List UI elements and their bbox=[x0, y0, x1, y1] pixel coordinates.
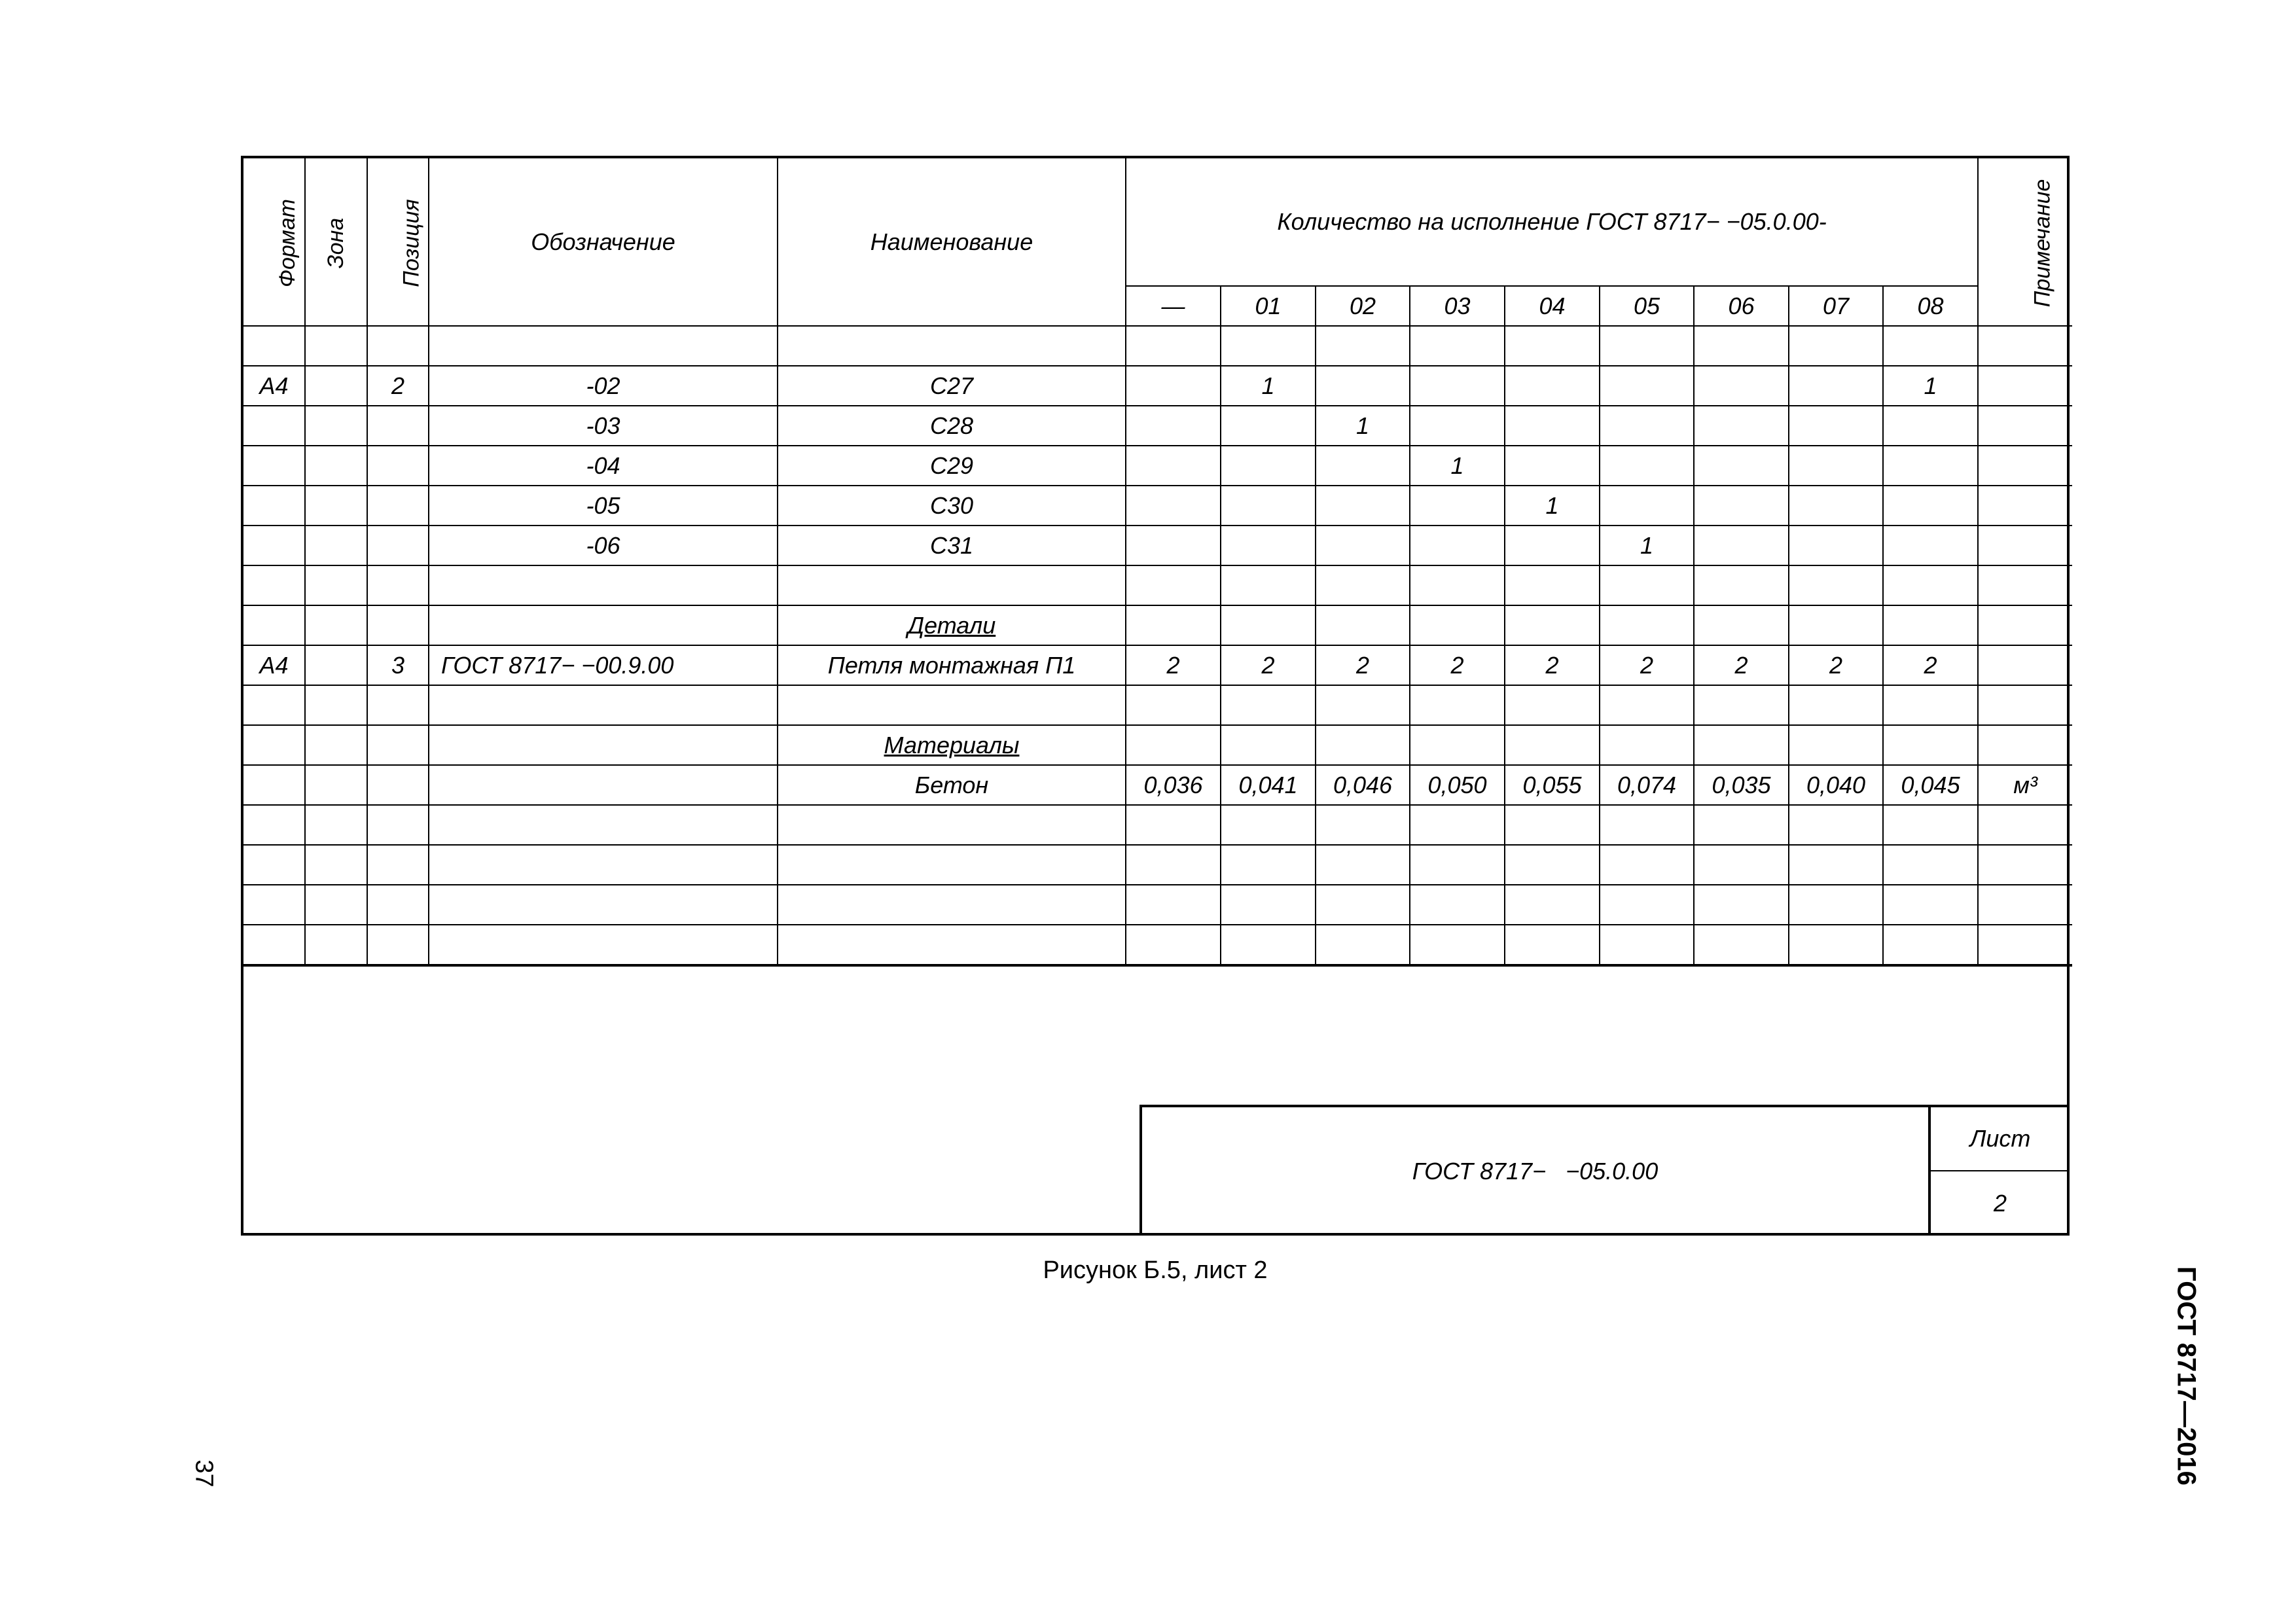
cell-quantity bbox=[1694, 446, 1789, 486]
cell-quantity bbox=[1316, 725, 1410, 765]
cell-quantity bbox=[1410, 526, 1505, 565]
cell-zone bbox=[305, 845, 367, 885]
table-row bbox=[243, 805, 2072, 845]
cell-designation bbox=[429, 565, 778, 605]
cell-note bbox=[1978, 486, 2072, 526]
cell-zone bbox=[305, 486, 367, 526]
cell-quantity: 0,036 bbox=[1126, 765, 1221, 805]
table-row bbox=[243, 845, 2072, 885]
cell-quantity bbox=[1410, 366, 1505, 406]
cell-quantity bbox=[1883, 446, 1978, 486]
cell-quantity bbox=[1694, 326, 1789, 366]
specification-sheet bbox=[241, 156, 2070, 1236]
cell-name: С29 bbox=[778, 446, 1126, 486]
cell-quantity bbox=[1789, 725, 1883, 765]
cell-quantity bbox=[1221, 805, 1316, 845]
cell-quantity bbox=[1694, 805, 1789, 845]
cell-quantity bbox=[1883, 565, 1978, 605]
header-variant: 08 bbox=[1883, 286, 1978, 326]
cell-name bbox=[778, 605, 1126, 645]
cell-quantity bbox=[1221, 925, 1316, 965]
table-row bbox=[243, 326, 2072, 366]
cell-designation bbox=[429, 685, 778, 725]
cell-note bbox=[1978, 805, 2072, 845]
cell-name bbox=[778, 685, 1126, 725]
cell-quantity bbox=[1221, 446, 1316, 486]
cell-quantity bbox=[1505, 526, 1600, 565]
cell-quantity: 2 bbox=[1883, 645, 1978, 685]
header-variant: 07 bbox=[1789, 286, 1883, 326]
cell-quantity bbox=[1316, 326, 1410, 366]
cell-name bbox=[778, 565, 1126, 605]
cell-quantity bbox=[1126, 725, 1221, 765]
cell-zone bbox=[305, 366, 367, 406]
cell-quantity bbox=[1789, 685, 1883, 725]
cell-note bbox=[1978, 406, 2072, 446]
cell-zone bbox=[305, 406, 367, 446]
cell-quantity: 0,035 bbox=[1694, 765, 1789, 805]
cell-quantity bbox=[1883, 685, 1978, 725]
cell-quantity bbox=[1505, 885, 1600, 925]
cell-quantity bbox=[1694, 885, 1789, 925]
cell-position bbox=[367, 685, 429, 725]
cell-quantity bbox=[1410, 805, 1505, 845]
title-block bbox=[1139, 1105, 2070, 1236]
cell-quantity bbox=[1221, 685, 1316, 725]
cell-quantity bbox=[1789, 605, 1883, 645]
cell-position bbox=[367, 406, 429, 446]
cell-quantity bbox=[1694, 366, 1789, 406]
cell-quantity bbox=[1316, 526, 1410, 565]
cell-quantity bbox=[1126, 605, 1221, 645]
cell-quantity bbox=[1410, 406, 1505, 446]
cell-zone bbox=[305, 805, 367, 845]
cell-position bbox=[367, 925, 429, 965]
cell-quantity: 1 bbox=[1600, 526, 1694, 565]
cell-quantity: 0,040 bbox=[1789, 765, 1883, 805]
cell-quantity bbox=[1600, 446, 1694, 486]
section-heading: Материалы bbox=[884, 731, 1020, 758]
header-variant: — bbox=[1126, 286, 1221, 326]
cell-quantity bbox=[1694, 565, 1789, 605]
cell-designation bbox=[429, 885, 778, 925]
table-row bbox=[243, 765, 2072, 805]
cell-quantity bbox=[1505, 366, 1600, 406]
cell-quantity bbox=[1126, 845, 1221, 885]
cell-format bbox=[243, 725, 305, 765]
cell-quantity bbox=[1221, 486, 1316, 526]
table-row bbox=[243, 685, 2072, 725]
header-position: Позиция bbox=[367, 158, 429, 326]
cell-position bbox=[367, 486, 429, 526]
header-variant: 03 bbox=[1410, 286, 1505, 326]
cell-quantity: 1 bbox=[1410, 446, 1505, 486]
table-row bbox=[243, 645, 2072, 685]
cell-quantity bbox=[1883, 845, 1978, 885]
sheet-label: Лист bbox=[1931, 1107, 2070, 1171]
cell-quantity bbox=[1410, 486, 1505, 526]
cell-quantity bbox=[1789, 366, 1883, 406]
cell-note bbox=[1978, 685, 2072, 725]
cell-note bbox=[1978, 526, 2072, 565]
document-side-title: ГОСТ 8717—2016 bbox=[2172, 1266, 2201, 1486]
cell-quantity bbox=[1600, 565, 1694, 605]
cell-designation: -04 bbox=[429, 446, 778, 486]
cell-designation: -02 bbox=[429, 366, 778, 406]
cell-note bbox=[1978, 605, 2072, 645]
table-row bbox=[243, 446, 2072, 486]
cell-name: Бетон bbox=[778, 765, 1126, 805]
cell-designation bbox=[429, 925, 778, 965]
header-designation: Обозначение bbox=[429, 158, 778, 326]
cell-quantity bbox=[1316, 925, 1410, 965]
cell-quantity bbox=[1316, 845, 1410, 885]
table-row bbox=[243, 925, 2072, 965]
cell-quantity bbox=[1883, 925, 1978, 965]
cell-quantity bbox=[1883, 725, 1978, 765]
cell-quantity bbox=[1789, 406, 1883, 446]
cell-name bbox=[778, 885, 1126, 925]
cell-quantity bbox=[1505, 925, 1600, 965]
cell-zone bbox=[305, 446, 367, 486]
cell-quantity bbox=[1505, 406, 1600, 446]
cell-quantity bbox=[1126, 685, 1221, 725]
cell-designation bbox=[429, 326, 778, 366]
cell-quantity bbox=[1221, 845, 1316, 885]
header-variant: 05 bbox=[1600, 286, 1694, 326]
cell-quantity bbox=[1410, 685, 1505, 725]
header-variant: 01 bbox=[1221, 286, 1316, 326]
cell-quantity bbox=[1410, 605, 1505, 645]
cell-quantity bbox=[1600, 366, 1694, 406]
cell-quantity bbox=[1789, 885, 1883, 925]
table-row bbox=[243, 366, 2072, 406]
cell-quantity bbox=[1505, 805, 1600, 845]
cell-position bbox=[367, 805, 429, 845]
cell-quantity bbox=[1316, 446, 1410, 486]
cell-position: 2 bbox=[367, 366, 429, 406]
cell-quantity bbox=[1694, 526, 1789, 565]
cell-quantity bbox=[1883, 486, 1978, 526]
cell-quantity bbox=[1600, 725, 1694, 765]
cell-quantity bbox=[1126, 526, 1221, 565]
table-row bbox=[243, 605, 2072, 645]
cell-zone bbox=[305, 885, 367, 925]
cell-quantity bbox=[1316, 565, 1410, 605]
cell-name bbox=[778, 725, 1126, 765]
cell-format bbox=[243, 446, 305, 486]
cell-format bbox=[243, 885, 305, 925]
cell-format: А4 bbox=[243, 645, 305, 685]
cell-quantity bbox=[1694, 725, 1789, 765]
cell-quantity: 2 bbox=[1789, 645, 1883, 685]
cell-format: А4 bbox=[243, 366, 305, 406]
cell-quantity bbox=[1126, 565, 1221, 605]
cell-quantity bbox=[1789, 486, 1883, 526]
cell-quantity bbox=[1694, 486, 1789, 526]
cell-quantity bbox=[1221, 326, 1316, 366]
cell-quantity bbox=[1410, 925, 1505, 965]
cell-format bbox=[243, 326, 305, 366]
cell-quantity bbox=[1316, 366, 1410, 406]
cell-quantity: 0,041 bbox=[1221, 765, 1316, 805]
cell-name bbox=[778, 845, 1126, 885]
header-variant: 02 bbox=[1316, 286, 1410, 326]
cell-note bbox=[1978, 326, 2072, 366]
title-block-code: ГОСТ 8717− −05.0.00 bbox=[1412, 1158, 1659, 1185]
cell-quantity bbox=[1410, 565, 1505, 605]
cell-note bbox=[1978, 725, 2072, 765]
sheet-number: 2 bbox=[1993, 1190, 2007, 1217]
cell-quantity bbox=[1410, 725, 1505, 765]
cell-zone bbox=[305, 685, 367, 725]
table-row bbox=[243, 486, 2072, 526]
cell-zone bbox=[305, 605, 367, 645]
cell-quantity bbox=[1883, 805, 1978, 845]
header-name: Наименование bbox=[778, 158, 1126, 326]
section-heading: Детали bbox=[907, 611, 996, 639]
cell-zone bbox=[305, 645, 367, 685]
cell-quantity bbox=[1789, 565, 1883, 605]
cell-note bbox=[1978, 446, 2072, 486]
cell-note: м³ bbox=[1978, 765, 2072, 805]
cell-quantity: 2 bbox=[1505, 645, 1600, 685]
cell-format bbox=[243, 605, 305, 645]
cell-position bbox=[367, 845, 429, 885]
cell-format bbox=[243, 406, 305, 446]
cell-quantity bbox=[1126, 486, 1221, 526]
cell-quantity: 0,074 bbox=[1600, 765, 1694, 805]
cell-quantity bbox=[1410, 326, 1505, 366]
cell-quantity bbox=[1600, 805, 1694, 845]
cell-position bbox=[367, 326, 429, 366]
cell-quantity bbox=[1221, 406, 1316, 446]
header-zone: Зона bbox=[305, 158, 367, 326]
cell-quantity bbox=[1505, 446, 1600, 486]
cell-quantity: 1 bbox=[1221, 366, 1316, 406]
cell-quantity bbox=[1316, 486, 1410, 526]
cell-quantity: 2 bbox=[1316, 645, 1410, 685]
cell-designation bbox=[429, 765, 778, 805]
cell-quantity bbox=[1316, 885, 1410, 925]
cell-zone bbox=[305, 925, 367, 965]
cell-zone bbox=[305, 765, 367, 805]
cell-quantity: 0,045 bbox=[1883, 765, 1978, 805]
header-variant: 06 bbox=[1694, 286, 1789, 326]
page-number: 37 bbox=[190, 1459, 218, 1488]
cell-name: С30 bbox=[778, 486, 1126, 526]
cell-position bbox=[367, 725, 429, 765]
cell-position bbox=[367, 526, 429, 565]
cell-designation bbox=[429, 725, 778, 765]
cell-quantity bbox=[1126, 406, 1221, 446]
cell-quantity bbox=[1694, 685, 1789, 725]
cell-quantity bbox=[1505, 685, 1600, 725]
cell-quantity bbox=[1126, 366, 1221, 406]
cell-name: С28 bbox=[778, 406, 1126, 446]
cell-quantity: 1 bbox=[1883, 366, 1978, 406]
cell-quantity bbox=[1505, 725, 1600, 765]
cell-quantity bbox=[1221, 605, 1316, 645]
table-row bbox=[243, 526, 2072, 565]
cell-quantity bbox=[1883, 406, 1978, 446]
cell-format bbox=[243, 486, 305, 526]
cell-designation bbox=[429, 805, 778, 845]
cell-quantity bbox=[1694, 845, 1789, 885]
cell-quantity bbox=[1694, 605, 1789, 645]
cell-note bbox=[1978, 645, 2072, 685]
cell-position bbox=[367, 765, 429, 805]
cell-name: Петля монтажная П1 bbox=[778, 645, 1126, 685]
cell-zone bbox=[305, 565, 367, 605]
header-note: Примечание bbox=[1978, 158, 2072, 326]
cell-quantity bbox=[1883, 526, 1978, 565]
cell-quantity: 0,055 bbox=[1505, 765, 1600, 805]
cell-quantity bbox=[1316, 605, 1410, 645]
cell-quantity bbox=[1505, 565, 1600, 605]
cell-quantity bbox=[1789, 526, 1883, 565]
cell-position bbox=[367, 565, 429, 605]
cell-quantity bbox=[1883, 326, 1978, 366]
header-format: Формат bbox=[243, 158, 305, 326]
cell-quantity bbox=[1694, 406, 1789, 446]
cell-note bbox=[1978, 845, 2072, 885]
cell-format bbox=[243, 925, 305, 965]
cell-format bbox=[243, 565, 305, 605]
cell-quantity bbox=[1126, 805, 1221, 845]
cell-quantity: 1 bbox=[1316, 406, 1410, 446]
cell-quantity bbox=[1789, 446, 1883, 486]
cell-zone bbox=[305, 326, 367, 366]
cell-quantity bbox=[1316, 805, 1410, 845]
cell-designation: -06 bbox=[429, 526, 778, 565]
figure-caption: Рисунок Б.5, лист 2 bbox=[1043, 1257, 1268, 1284]
cell-quantity: 2 bbox=[1126, 645, 1221, 685]
cell-designation: -05 bbox=[429, 486, 778, 526]
cell-quantity bbox=[1600, 406, 1694, 446]
header-variant: 04 bbox=[1505, 286, 1600, 326]
cell-format bbox=[243, 685, 305, 725]
cell-quantity bbox=[1600, 925, 1694, 965]
cell-designation: ГОСТ 8717− −00.9.00 bbox=[429, 645, 778, 685]
cell-quantity: 2 bbox=[1694, 645, 1789, 685]
cell-zone bbox=[305, 725, 367, 765]
table-row bbox=[243, 406, 2072, 446]
header-quantity: Количество на исполнение ГОСТ 8717− −05.0.00- bbox=[1126, 158, 1978, 286]
cell-position bbox=[367, 446, 429, 486]
cell-quantity bbox=[1789, 845, 1883, 885]
cell-format bbox=[243, 526, 305, 565]
cell-quantity bbox=[1505, 845, 1600, 885]
cell-quantity bbox=[1126, 446, 1221, 486]
title-block-sheet bbox=[1928, 1107, 2070, 1236]
cell-quantity bbox=[1126, 885, 1221, 925]
cell-note bbox=[1978, 366, 2072, 406]
cell-quantity: 0,050 bbox=[1410, 765, 1505, 805]
cell-quantity bbox=[1126, 326, 1221, 366]
cell-quantity bbox=[1694, 925, 1789, 965]
cell-position bbox=[367, 885, 429, 925]
cell-quantity bbox=[1410, 885, 1505, 925]
cell-designation bbox=[429, 845, 778, 885]
cell-quantity bbox=[1410, 845, 1505, 885]
cell-quantity bbox=[1316, 685, 1410, 725]
cell-designation: -03 bbox=[429, 406, 778, 446]
cell-quantity bbox=[1221, 725, 1316, 765]
table-row bbox=[243, 885, 2072, 925]
cell-note bbox=[1978, 885, 2072, 925]
header-row bbox=[243, 158, 2072, 286]
table-row bbox=[243, 725, 2072, 765]
cell-quantity bbox=[1221, 885, 1316, 925]
cell-quantity: 2 bbox=[1221, 645, 1316, 685]
cell-quantity bbox=[1600, 605, 1694, 645]
cell-quantity bbox=[1126, 925, 1221, 965]
cell-quantity bbox=[1600, 685, 1694, 725]
cell-quantity bbox=[1505, 605, 1600, 645]
cell-format bbox=[243, 845, 305, 885]
cell-quantity bbox=[1789, 326, 1883, 366]
cell-quantity bbox=[1789, 925, 1883, 965]
cell-quantity: 0,046 bbox=[1316, 765, 1410, 805]
cell-quantity bbox=[1221, 526, 1316, 565]
cell-format bbox=[243, 765, 305, 805]
specification-table bbox=[243, 158, 2072, 967]
cell-position: 3 bbox=[367, 645, 429, 685]
cell-position bbox=[367, 605, 429, 645]
cell-note bbox=[1978, 565, 2072, 605]
cell-quantity bbox=[1883, 885, 1978, 925]
cell-quantity bbox=[1883, 605, 1978, 645]
cell-designation bbox=[429, 605, 778, 645]
cell-quantity: 2 bbox=[1410, 645, 1505, 685]
cell-name bbox=[778, 805, 1126, 845]
cell-quantity bbox=[1600, 845, 1694, 885]
cell-quantity: 1 bbox=[1505, 486, 1600, 526]
cell-quantity bbox=[1600, 885, 1694, 925]
cell-quantity bbox=[1600, 326, 1694, 366]
cell-name: С31 bbox=[778, 526, 1126, 565]
cell-note bbox=[1978, 925, 2072, 965]
cell-quantity bbox=[1505, 326, 1600, 366]
cell-quantity: 2 bbox=[1600, 645, 1694, 685]
cell-name: С27 bbox=[778, 366, 1126, 406]
cell-name bbox=[778, 326, 1126, 366]
cell-zone bbox=[305, 526, 367, 565]
table-row bbox=[243, 565, 2072, 605]
cell-format bbox=[243, 805, 305, 845]
cell-quantity bbox=[1221, 565, 1316, 605]
cell-quantity bbox=[1789, 805, 1883, 845]
cell-quantity bbox=[1600, 486, 1694, 526]
cell-name bbox=[778, 925, 1126, 965]
